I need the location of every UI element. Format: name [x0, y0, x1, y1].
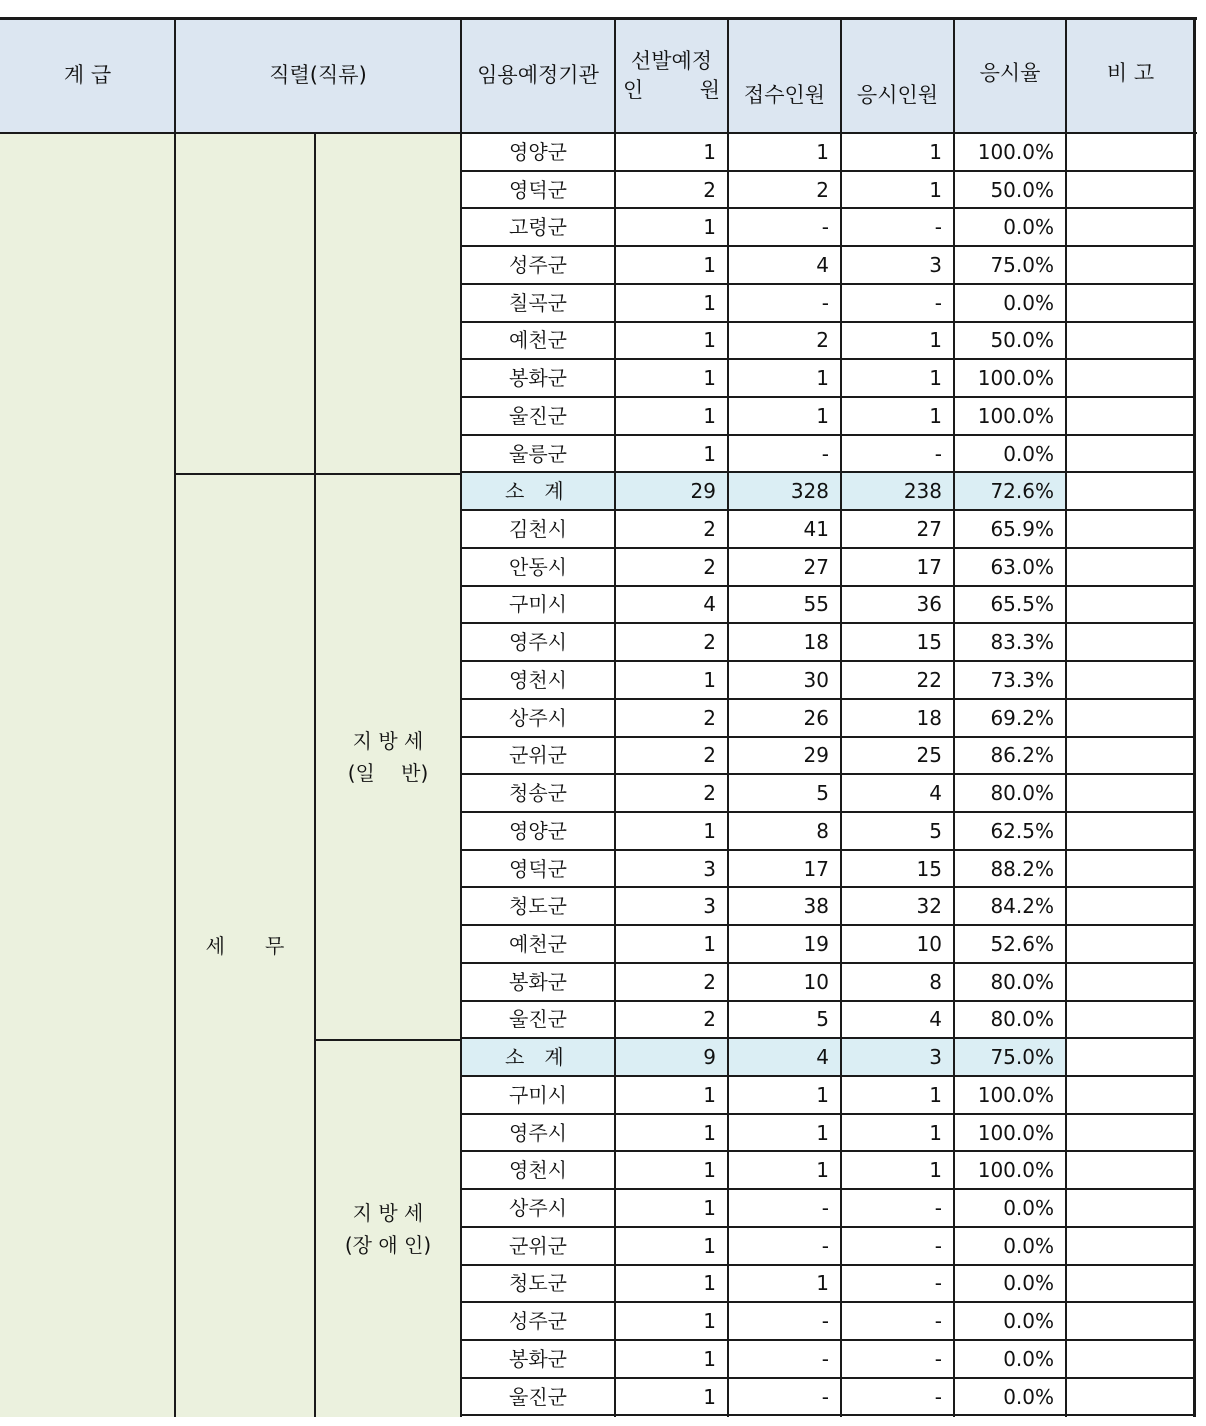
examinees-cell: 36 — [841, 586, 954, 624]
row-divider — [461, 547, 1196, 549]
planned-cell: 1 — [615, 1265, 728, 1303]
agency-cell: 영덕군 — [461, 171, 615, 209]
remarks-cell — [1066, 133, 1195, 171]
agency-cell: 울릉군 — [461, 435, 615, 473]
remarks-cell — [1066, 472, 1195, 510]
applicants-cell: 1 — [728, 1265, 841, 1303]
header-planned-line1: 선발예정 — [630, 48, 713, 73]
row-divider — [461, 811, 1196, 813]
table-top-border — [0, 17, 1197, 20]
remarks-cell — [1066, 586, 1195, 624]
row-divider — [461, 849, 1196, 851]
agency-cell: 울진군 — [461, 397, 615, 435]
planned-cell: 9 — [615, 1038, 728, 1076]
remarks-cell — [1066, 1114, 1195, 1152]
agency-cell: 군위군 — [461, 1227, 615, 1265]
planned-cell: 1 — [615, 1114, 728, 1152]
rate-cell: 50.0% — [954, 171, 1066, 209]
remarks-cell — [1066, 661, 1195, 699]
agency-cell: 상주시 — [461, 1189, 615, 1227]
rate-cell: 80.0% — [954, 774, 1066, 812]
planned-cell: 1 — [615, 133, 728, 171]
examinees-cell: - — [841, 208, 954, 246]
agency-cell: 영주시 — [461, 623, 615, 661]
agency-cell: 구미시 — [461, 1076, 615, 1114]
planned-cell: 1 — [615, 208, 728, 246]
row-divider — [461, 170, 1196, 172]
row-divider — [461, 245, 1196, 247]
remarks-cell — [1066, 1189, 1195, 1227]
agency-cell: 청송군 — [461, 774, 615, 812]
table-right-border — [1193, 17, 1196, 1417]
row-divider — [461, 585, 1196, 587]
rate-cell: 0.0% — [954, 1378, 1066, 1416]
series-tax-cell — [175, 474, 315, 1417]
row-divider — [461, 962, 1196, 964]
applicants-cell: 26 — [728, 699, 841, 737]
series-local-general-cell — [315, 474, 461, 1040]
row-divider — [461, 1301, 1196, 1303]
agency-cell: 상주시 — [461, 699, 615, 737]
group-divider — [315, 1039, 461, 1041]
planned-cell: 1 — [615, 397, 728, 435]
agency-cell: 봉화군 — [461, 359, 615, 397]
row-divider — [461, 1150, 1196, 1152]
remarks-cell — [1066, 1151, 1195, 1189]
remarks-cell — [1066, 850, 1195, 888]
rate-cell: 83.3% — [954, 623, 1066, 661]
rate-cell: 0.0% — [954, 1340, 1066, 1378]
planned-cell: 1 — [615, 284, 728, 322]
column-divider — [840, 18, 842, 1417]
series-subcolumn-divider — [314, 133, 316, 1417]
remarks-cell — [1066, 284, 1195, 322]
rate-cell: 63.0% — [954, 548, 1066, 586]
remarks-cell — [1066, 737, 1195, 775]
rate-cell: 80.0% — [954, 963, 1066, 1001]
header-remarks-label: 비 고 — [1106, 61, 1155, 85]
examinees-cell: 17 — [841, 548, 954, 586]
examinees-cell: 1 — [841, 359, 954, 397]
planned-cell: 1 — [615, 1076, 728, 1114]
agency-cell: 청도군 — [461, 887, 615, 925]
row-divider — [461, 924, 1196, 926]
agency-cell: 군위군 — [461, 737, 615, 775]
applicants-cell: - — [728, 284, 841, 322]
rate-cell: 0.0% — [954, 1227, 1066, 1265]
header-applicants-label: 접수인원 — [743, 83, 826, 107]
remarks-cell — [1066, 1076, 1195, 1114]
applicants-cell: - — [728, 208, 841, 246]
applicants-cell: 18 — [728, 623, 841, 661]
header-rate-label: 응시율 — [979, 61, 1041, 85]
header-agency-label: 임용예정기관 — [477, 63, 599, 87]
examinees-cell: - — [841, 435, 954, 473]
applicants-cell: 10 — [728, 963, 841, 1001]
planned-cell: 1 — [615, 435, 728, 473]
row-divider — [461, 622, 1196, 624]
examinees-cell: 3 — [841, 1038, 954, 1076]
examinees-cell: - — [841, 284, 954, 322]
remarks-cell — [1066, 887, 1195, 925]
rate-cell: 100.0% — [954, 1151, 1066, 1189]
row-divider — [461, 509, 1196, 511]
examinees-cell: 1 — [841, 1151, 954, 1189]
row-divider — [461, 698, 1196, 700]
column-divider — [460, 18, 462, 1417]
applicants-cell: 328 — [728, 472, 841, 510]
examinees-cell: 1 — [841, 397, 954, 435]
applicants-cell: 2 — [728, 171, 841, 209]
rate-cell: 0.0% — [954, 1265, 1066, 1303]
remarks-cell — [1066, 812, 1195, 850]
agency-cell: 울진군 — [461, 1001, 615, 1039]
applicants-cell: - — [728, 1378, 841, 1416]
remarks-cell — [1066, 925, 1195, 963]
series-blank-cell — [175, 133, 461, 474]
planned-cell: 2 — [615, 171, 728, 209]
examinees-cell: - — [841, 1189, 954, 1227]
applicants-cell: 17 — [728, 850, 841, 888]
remarks-cell — [1066, 1265, 1195, 1303]
row-divider — [461, 1377, 1196, 1379]
row-divider — [461, 1264, 1196, 1266]
examinees-cell: 4 — [841, 1001, 954, 1039]
column-divider — [727, 18, 729, 1417]
examinees-cell: 238 — [841, 472, 954, 510]
row-divider — [461, 207, 1196, 209]
column-divider — [174, 18, 176, 1417]
remarks-cell — [1066, 774, 1195, 812]
planned-cell: 2 — [615, 699, 728, 737]
remarks-cell — [1066, 1302, 1195, 1340]
agency-cell: 봉화군 — [461, 963, 615, 1001]
remarks-cell — [1066, 322, 1195, 360]
rate-cell: 88.2% — [954, 850, 1066, 888]
agency-cell: 김천시 — [461, 510, 615, 548]
agency-cell: 성주군 — [461, 1302, 615, 1340]
applicants-cell: - — [728, 1340, 841, 1378]
remarks-cell — [1066, 1227, 1195, 1265]
examinees-cell: 10 — [841, 925, 954, 963]
planned-cell: 2 — [615, 774, 728, 812]
agency-cell: 영덕군 — [461, 850, 615, 888]
applicants-cell: - — [728, 1227, 841, 1265]
planned-cell: 1 — [615, 1189, 728, 1227]
agency-cell: 봉화군 — [461, 1340, 615, 1378]
applicants-cell: - — [728, 1189, 841, 1227]
applicants-cell: 38 — [728, 887, 841, 925]
applicants-cell: 5 — [728, 1001, 841, 1039]
remarks-cell — [1066, 1378, 1195, 1416]
planned-cell: 2 — [615, 548, 728, 586]
remarks-cell — [1066, 963, 1195, 1001]
series-local-general-line1: 지 방 세 — [352, 729, 424, 753]
examinees-cell: 27 — [841, 510, 954, 548]
planned-cell: 2 — [615, 623, 728, 661]
row-divider — [461, 1000, 1196, 1002]
row-divider — [461, 1075, 1196, 1077]
header-bottom-border — [0, 132, 1197, 134]
header-agency — [461, 18, 615, 133]
examinees-cell: 3 — [841, 246, 954, 284]
row-divider — [461, 1113, 1196, 1115]
applicants-cell: 5 — [728, 774, 841, 812]
applicants-cell: 41 — [728, 510, 841, 548]
row-divider — [461, 471, 1196, 473]
header-series-label: 직렬(직류) — [269, 63, 367, 87]
row-divider — [461, 1226, 1196, 1228]
rate-cell: 65.9% — [954, 510, 1066, 548]
row-divider — [461, 736, 1196, 738]
examinees-cell: 25 — [841, 737, 954, 775]
examinees-cell: 18 — [841, 699, 954, 737]
remarks-cell — [1066, 208, 1195, 246]
rate-cell: 0.0% — [954, 1189, 1066, 1227]
applicants-cell: 27 — [728, 548, 841, 586]
rate-cell: 52.6% — [954, 925, 1066, 963]
row-divider — [461, 1037, 1196, 1039]
agency-cell: 구미시 — [461, 586, 615, 624]
planned-cell: 1 — [615, 661, 728, 699]
examinees-cell: 32 — [841, 887, 954, 925]
rate-cell: 73.3% — [954, 661, 1066, 699]
planned-cell: 1 — [615, 1227, 728, 1265]
rate-cell: 84.2% — [954, 887, 1066, 925]
agency-cell: 영양군 — [461, 133, 615, 171]
applicants-cell: 4 — [728, 246, 841, 284]
row-divider — [461, 321, 1196, 323]
rate-cell: 50.0% — [954, 322, 1066, 360]
header-examinees-label: 응시인원 — [856, 83, 939, 107]
applicants-cell: 55 — [728, 586, 841, 624]
agency-cell: 안동시 — [461, 548, 615, 586]
series-tax-label: 세 무 — [205, 933, 285, 958]
planned-cell: 1 — [615, 322, 728, 360]
planned-cell: 1 — [615, 1302, 728, 1340]
rate-cell: 75.0% — [954, 246, 1066, 284]
agency-cell: 소 계 — [461, 1038, 615, 1076]
remarks-cell — [1066, 171, 1195, 209]
row-divider — [461, 660, 1196, 662]
planned-cell: 1 — [615, 1151, 728, 1189]
rate-cell: 72.6% — [954, 472, 1066, 510]
planned-cell: 1 — [615, 812, 728, 850]
examinees-cell: - — [841, 1302, 954, 1340]
column-divider — [1065, 18, 1067, 1417]
agency-cell: 성주군 — [461, 246, 615, 284]
planned-cell: 4 — [615, 586, 728, 624]
rate-cell: 100.0% — [954, 1076, 1066, 1114]
agency-cell: 울진군 — [461, 1378, 615, 1416]
planned-cell: 2 — [615, 1001, 728, 1039]
row-divider — [461, 283, 1196, 285]
planned-cell: 2 — [615, 963, 728, 1001]
grade-cell — [0, 133, 175, 1417]
remarks-cell — [1066, 397, 1195, 435]
examinees-cell: 1 — [841, 133, 954, 171]
rate-cell: 100.0% — [954, 397, 1066, 435]
planned-cell: 1 — [615, 359, 728, 397]
row-divider — [461, 1414, 1196, 1416]
applicants-cell: - — [728, 1302, 841, 1340]
examinees-cell: 1 — [841, 1114, 954, 1152]
rate-cell: 65.5% — [954, 586, 1066, 624]
agency-cell: 예천군 — [461, 322, 615, 360]
planned-cell: 1 — [615, 1340, 728, 1378]
remarks-cell — [1066, 699, 1195, 737]
remarks-cell — [1066, 1001, 1195, 1039]
header-remarks — [1066, 18, 1195, 133]
rate-cell: 86.2% — [954, 737, 1066, 775]
rate-cell: 100.0% — [954, 1114, 1066, 1152]
series-local-disabled-cell — [315, 1040, 461, 1417]
series-local-general-line2: (일 반) — [347, 761, 429, 785]
rate-cell: 75.0% — [954, 1038, 1066, 1076]
row-divider — [461, 434, 1196, 436]
rate-cell: 100.0% — [954, 359, 1066, 397]
row-divider — [461, 358, 1196, 360]
applicants-cell: - — [728, 435, 841, 473]
agency-cell: 고령군 — [461, 208, 615, 246]
examinees-cell: 1 — [841, 322, 954, 360]
remarks-cell — [1066, 510, 1195, 548]
applicants-cell: 1 — [728, 133, 841, 171]
rate-cell: 0.0% — [954, 435, 1066, 473]
examinees-cell: 15 — [841, 623, 954, 661]
rate-cell: 0.0% — [954, 1302, 1066, 1340]
agency-cell: 영양군 — [461, 812, 615, 850]
series-local-disabled-line1: 지 방 세 — [352, 1200, 424, 1225]
agency-cell: 영천시 — [461, 1151, 615, 1189]
header-applicants — [728, 18, 841, 133]
series-local-disabled-line2: (장 애 인) — [344, 1232, 432, 1257]
examinees-cell: - — [841, 1265, 954, 1303]
examinees-cell: 1 — [841, 1076, 954, 1114]
applicants-cell: 29 — [728, 737, 841, 775]
column-divider — [953, 18, 955, 1417]
examinees-cell: 1 — [841, 171, 954, 209]
rate-cell: 62.5% — [954, 812, 1066, 850]
rate-cell: 0.0% — [954, 208, 1066, 246]
remarks-cell — [1066, 435, 1195, 473]
header-planned-line2a: 인 — [623, 77, 644, 102]
rate-cell: 69.2% — [954, 699, 1066, 737]
agency-cell: 영주시 — [461, 1114, 615, 1152]
agency-cell: 예천군 — [461, 925, 615, 963]
planned-cell: 2 — [615, 737, 728, 775]
row-divider — [461, 1339, 1196, 1341]
remarks-cell — [1066, 548, 1195, 586]
group-divider — [175, 473, 461, 475]
examinees-cell: - — [841, 1378, 954, 1416]
remarks-cell — [1066, 623, 1195, 661]
agency-cell: 영천시 — [461, 661, 615, 699]
header-grade — [0, 18, 175, 133]
applicants-cell: 2 — [728, 322, 841, 360]
header-examinees — [841, 18, 954, 133]
applicants-cell: 4 — [728, 1038, 841, 1076]
examinees-cell: 8 — [841, 963, 954, 1001]
planned-cell: 3 — [615, 887, 728, 925]
planned-cell: 1 — [615, 1378, 728, 1416]
applicants-cell: 1 — [728, 359, 841, 397]
applicants-cell: 1 — [728, 1076, 841, 1114]
rate-cell: 0.0% — [954, 284, 1066, 322]
applicants-cell: 1 — [728, 1114, 841, 1152]
header-rate — [954, 18, 1066, 133]
applicants-cell: 8 — [728, 812, 841, 850]
remarks-cell — [1066, 246, 1195, 284]
examinees-cell: 4 — [841, 774, 954, 812]
header-grade-label: 계 급 — [63, 63, 112, 87]
remarks-cell — [1066, 1038, 1195, 1076]
remarks-cell — [1066, 1340, 1195, 1378]
header-planned-line2b: 원 — [699, 77, 720, 102]
examinees-cell: 15 — [841, 850, 954, 888]
examinees-cell: - — [841, 1227, 954, 1265]
examinees-cell: 22 — [841, 661, 954, 699]
agency-cell: 칠곡군 — [461, 284, 615, 322]
agency-cell: 소 계 — [461, 472, 615, 510]
examinees-cell: - — [841, 1340, 954, 1378]
header-planned — [615, 18, 728, 133]
applicants-cell: 30 — [728, 661, 841, 699]
row-divider — [461, 1188, 1196, 1190]
applicants-cell: 1 — [728, 397, 841, 435]
applicants-cell: 19 — [728, 925, 841, 963]
applicants-cell: 1 — [728, 1151, 841, 1189]
agency-cell: 청도군 — [461, 1265, 615, 1303]
examinees-cell: 5 — [841, 812, 954, 850]
planned-cell: 29 — [615, 472, 728, 510]
rate-cell: 100.0% — [954, 133, 1066, 171]
row-divider — [461, 773, 1196, 775]
planned-cell: 3 — [615, 850, 728, 888]
row-divider — [461, 886, 1196, 888]
column-divider — [614, 18, 616, 1417]
header-series — [175, 18, 461, 133]
remarks-cell — [1066, 359, 1195, 397]
planned-cell: 2 — [615, 510, 728, 548]
planned-cell: 1 — [615, 246, 728, 284]
row-divider — [461, 396, 1196, 398]
rate-cell: 80.0% — [954, 1001, 1066, 1039]
planned-cell: 1 — [615, 925, 728, 963]
